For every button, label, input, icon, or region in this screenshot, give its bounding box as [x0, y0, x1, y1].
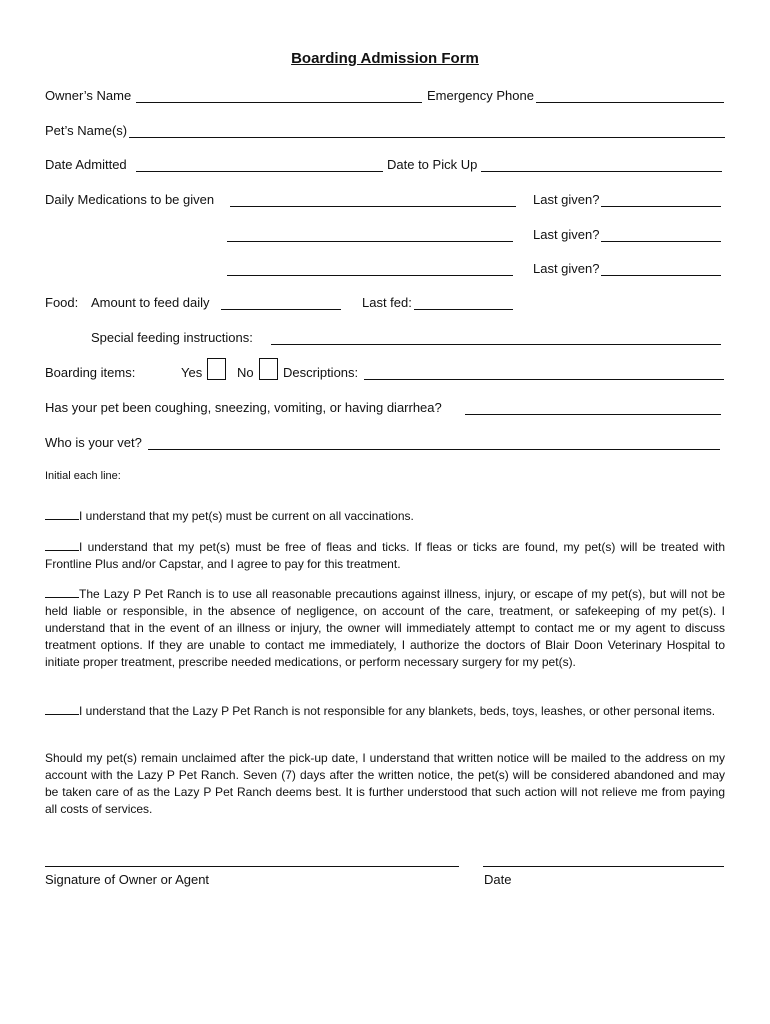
signature-date-field[interactable]	[483, 866, 724, 867]
last-given-label-1: Last given?	[533, 192, 600, 207]
special-feeding-label: Special feeding instructions:	[91, 330, 253, 345]
vet-question-label: Who is your vet?	[45, 435, 142, 450]
unclaimed-paragraph: Should my pet(s) remain unclaimed after the pick-up date, I understand that written notice will be mailed to the address on my account with the Lazy P Pet Ranch. Seven (7) days after the written notice, the pet(s) will be considered abandoned and may be taken care of as the Lazy P Pet Ranch deems best. It is further understood that such action will not relieve me from paying all costs of services.	[45, 751, 725, 816]
agreement-vaccinations: I understand that my pet(s) must be current on all vaccinations.	[45, 507, 725, 525]
pets-name-field[interactable]	[129, 137, 725, 138]
health-question-field[interactable]	[465, 414, 721, 415]
no-checkbox[interactable]	[259, 358, 278, 380]
medication-field-3[interactable]	[227, 275, 513, 276]
last-given-field-3[interactable]	[601, 275, 721, 276]
agreement-liability: The Lazy P Pet Ranch is to use all reasonable precautions against illness, injury, or escape of my pet(s), but will not be held liable or responsible, in the absence of negligence, on account of the care, treatment, or safekeeping of my pet(s). I understand that in the event of an illness or injury, the owner will immediately attempt to contact me or my agent to discuss treatment options. If they are unable to contact me immediately, I authorize the doctors of Blair Doon Veterinary Hospital to initiate proper treatment, prescribe needed medications, or perform necessary surgery for my pet(s).	[45, 587, 725, 669]
medication-field-1[interactable]	[230, 206, 516, 207]
no-label: No	[237, 365, 254, 380]
emergency-phone-label: Emergency Phone	[427, 88, 534, 103]
descriptions-label: Descriptions:	[283, 365, 359, 380]
special-feeding-field[interactable]	[271, 344, 721, 345]
signature-label: Signature of Owner or Agent	[45, 872, 210, 887]
agreement-fleas: I understand that my pet(s) must be free of fleas and ticks. If fleas or ticks are found, my pet(s) will be treated with Frontline Plus and/or Capstar, and I agree to pay for this treatment.	[45, 540, 725, 571]
initial-blank-4[interactable]	[45, 702, 79, 715]
last-fed-label: Last fed:	[362, 295, 412, 310]
signature-date-label: Date	[484, 872, 512, 887]
signature-field[interactable]	[45, 866, 459, 867]
daily-meds-label: Daily Medications to be given	[45, 192, 215, 207]
last-given-label-3: Last given?	[533, 261, 600, 276]
last-given-field-2[interactable]	[601, 241, 721, 242]
descriptions-field[interactable]	[364, 379, 724, 380]
initial-blank-1[interactable]	[45, 507, 79, 520]
last-given-label-2: Last given?	[533, 227, 600, 242]
vet-field[interactable]	[148, 449, 720, 450]
date-admitted-field[interactable]	[136, 171, 383, 172]
date-admitted-label: Date Admitted	[45, 157, 127, 172]
food-label: Food:	[45, 295, 79, 310]
owner-name-label: Owner’s Name	[45, 88, 132, 103]
last-given-field-1[interactable]	[601, 206, 721, 207]
agreement-personal-items: I understand that the Lazy P Pet Ranch is not responsible for any blankets, beds, toys, leashes, or other personal items.	[45, 702, 725, 720]
emergency-phone-field[interactable]	[536, 102, 724, 103]
amount-feed-field[interactable]	[221, 309, 341, 310]
health-question-label: Has your pet been coughing, sneezing, vomiting, or having diarrhea?	[45, 400, 442, 415]
boarding-items-label: Boarding items:	[45, 365, 136, 380]
initial-blank-3[interactable]	[45, 585, 79, 598]
initial-blank-2[interactable]	[45, 538, 79, 551]
date-pickup-field[interactable]	[481, 171, 722, 172]
yes-label: Yes	[181, 365, 203, 380]
pets-name-label: Pet’s Name(s)	[45, 123, 128, 138]
yes-checkbox[interactable]	[207, 358, 226, 380]
date-pickup-label: Date to Pick Up	[387, 157, 478, 172]
amount-feed-label: Amount to feed daily	[91, 295, 210, 310]
last-fed-field[interactable]	[414, 309, 513, 310]
medication-field-2[interactable]	[227, 241, 513, 242]
initial-note: Initial each line:	[45, 470, 121, 482]
form-title: Boarding Admission Form	[291, 50, 479, 67]
owner-name-field[interactable]	[136, 102, 422, 103]
